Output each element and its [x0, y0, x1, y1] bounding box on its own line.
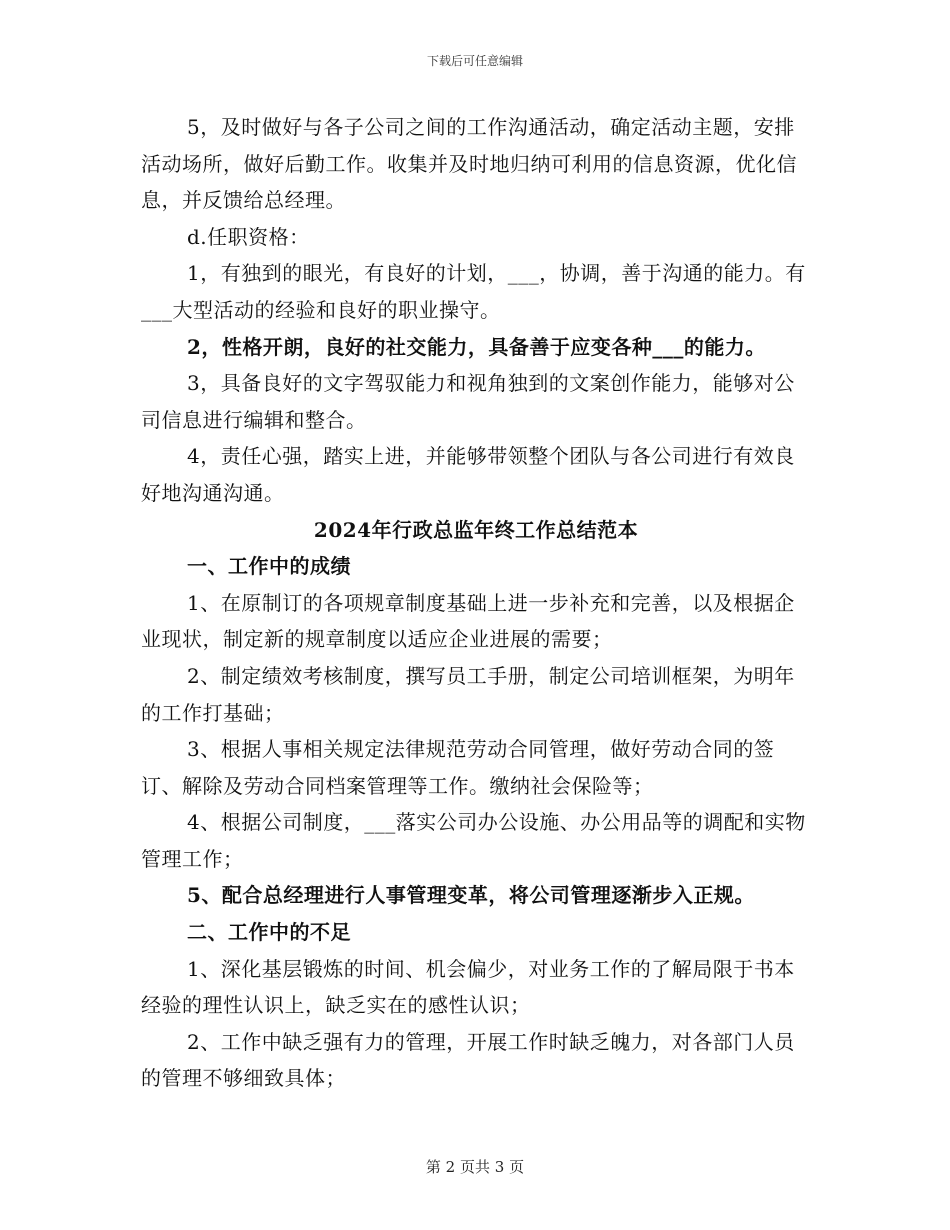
- paragraph-achievement-3: 3、根据人事相关规定法律规范劳动合同管理，做好劳动合同的签订、解除及劳动合同档案管理等工作。缴纳社会保险等；: [141, 737, 775, 798]
- paragraph-qualification-4: 4，责任心强，踏实上进，并能够带领整个团队与各公司进行有效良好地沟通沟通。: [141, 444, 795, 505]
- paragraph-achievement-1: 1、在原制订的各项规章制度基础上进一步补充和完善，以及根据企业现状，制定新的规章制度以适应企业进展的需要；: [141, 590, 795, 652]
- document-title: 2024年行政总监年终工作总结范本: [313, 517, 639, 542]
- paragraph-achievement-2: 2、制定绩效考核制度，撰写员工手册，制定公司培训框架，为明年的工作打基础；: [141, 663, 795, 725]
- paragraph-achievement-5: 5、配合总经理进行人事管理变革，将公司管理逐渐步入正规。: [187, 883, 755, 908]
- paragraph-qualification-1: 1，有独到的眼光，有良好的计划，___，协调，善于沟通的能力。有___大型活动的经验和良好的职业操守。: [141, 261, 806, 322]
- paragraph-shortcoming-1: 1、深化基层锻炼的时间、机会偏少，对业务工作的了解局限于书本经验的理性认识上，缺乏实在的感性认识；: [141, 956, 795, 1018]
- paragraph-achievement-4: 4、根据公司制度，___落实公司办公设施、办公用品等的调配和实物管理工作；: [141, 810, 806, 871]
- page-footer: 第 2 页共 3 页: [425, 1158, 525, 1176]
- page-header: 下载后可任意编辑: [426, 54, 523, 68]
- paragraph-qualifications-heading: d.任职资格：: [187, 224, 310, 249]
- paragraph-shortcoming-2: 2、工作中缺乏强有力的管理，开展工作时缺乏魄力，对各部门人员的管理不够细致具体；: [141, 1029, 795, 1091]
- paragraph-qualification-2: 2，性格开朗，良好的社交能力，具备善于应变各种___的能力。: [187, 334, 766, 359]
- document-body: [141, 109, 811, 1097]
- section-heading-achievements: 一、工作中的成绩: [187, 554, 351, 579]
- paragraph-duty-5: 5，及时做好与各子公司之间的工作沟通活动，确定活动主题，安排活动场所，做好后勤工作。收集并及时地归纳可利用的信息资源，优化信息，并反馈给总经理。: [141, 115, 797, 213]
- paragraph-qualification-3: 3，具备良好的文字驾驭能力和视角独到的文案创作能力，能够对公司信息进行编辑和整合。: [141, 371, 795, 432]
- section-heading-shortcomings: 二、工作中的不足: [187, 920, 351, 945]
